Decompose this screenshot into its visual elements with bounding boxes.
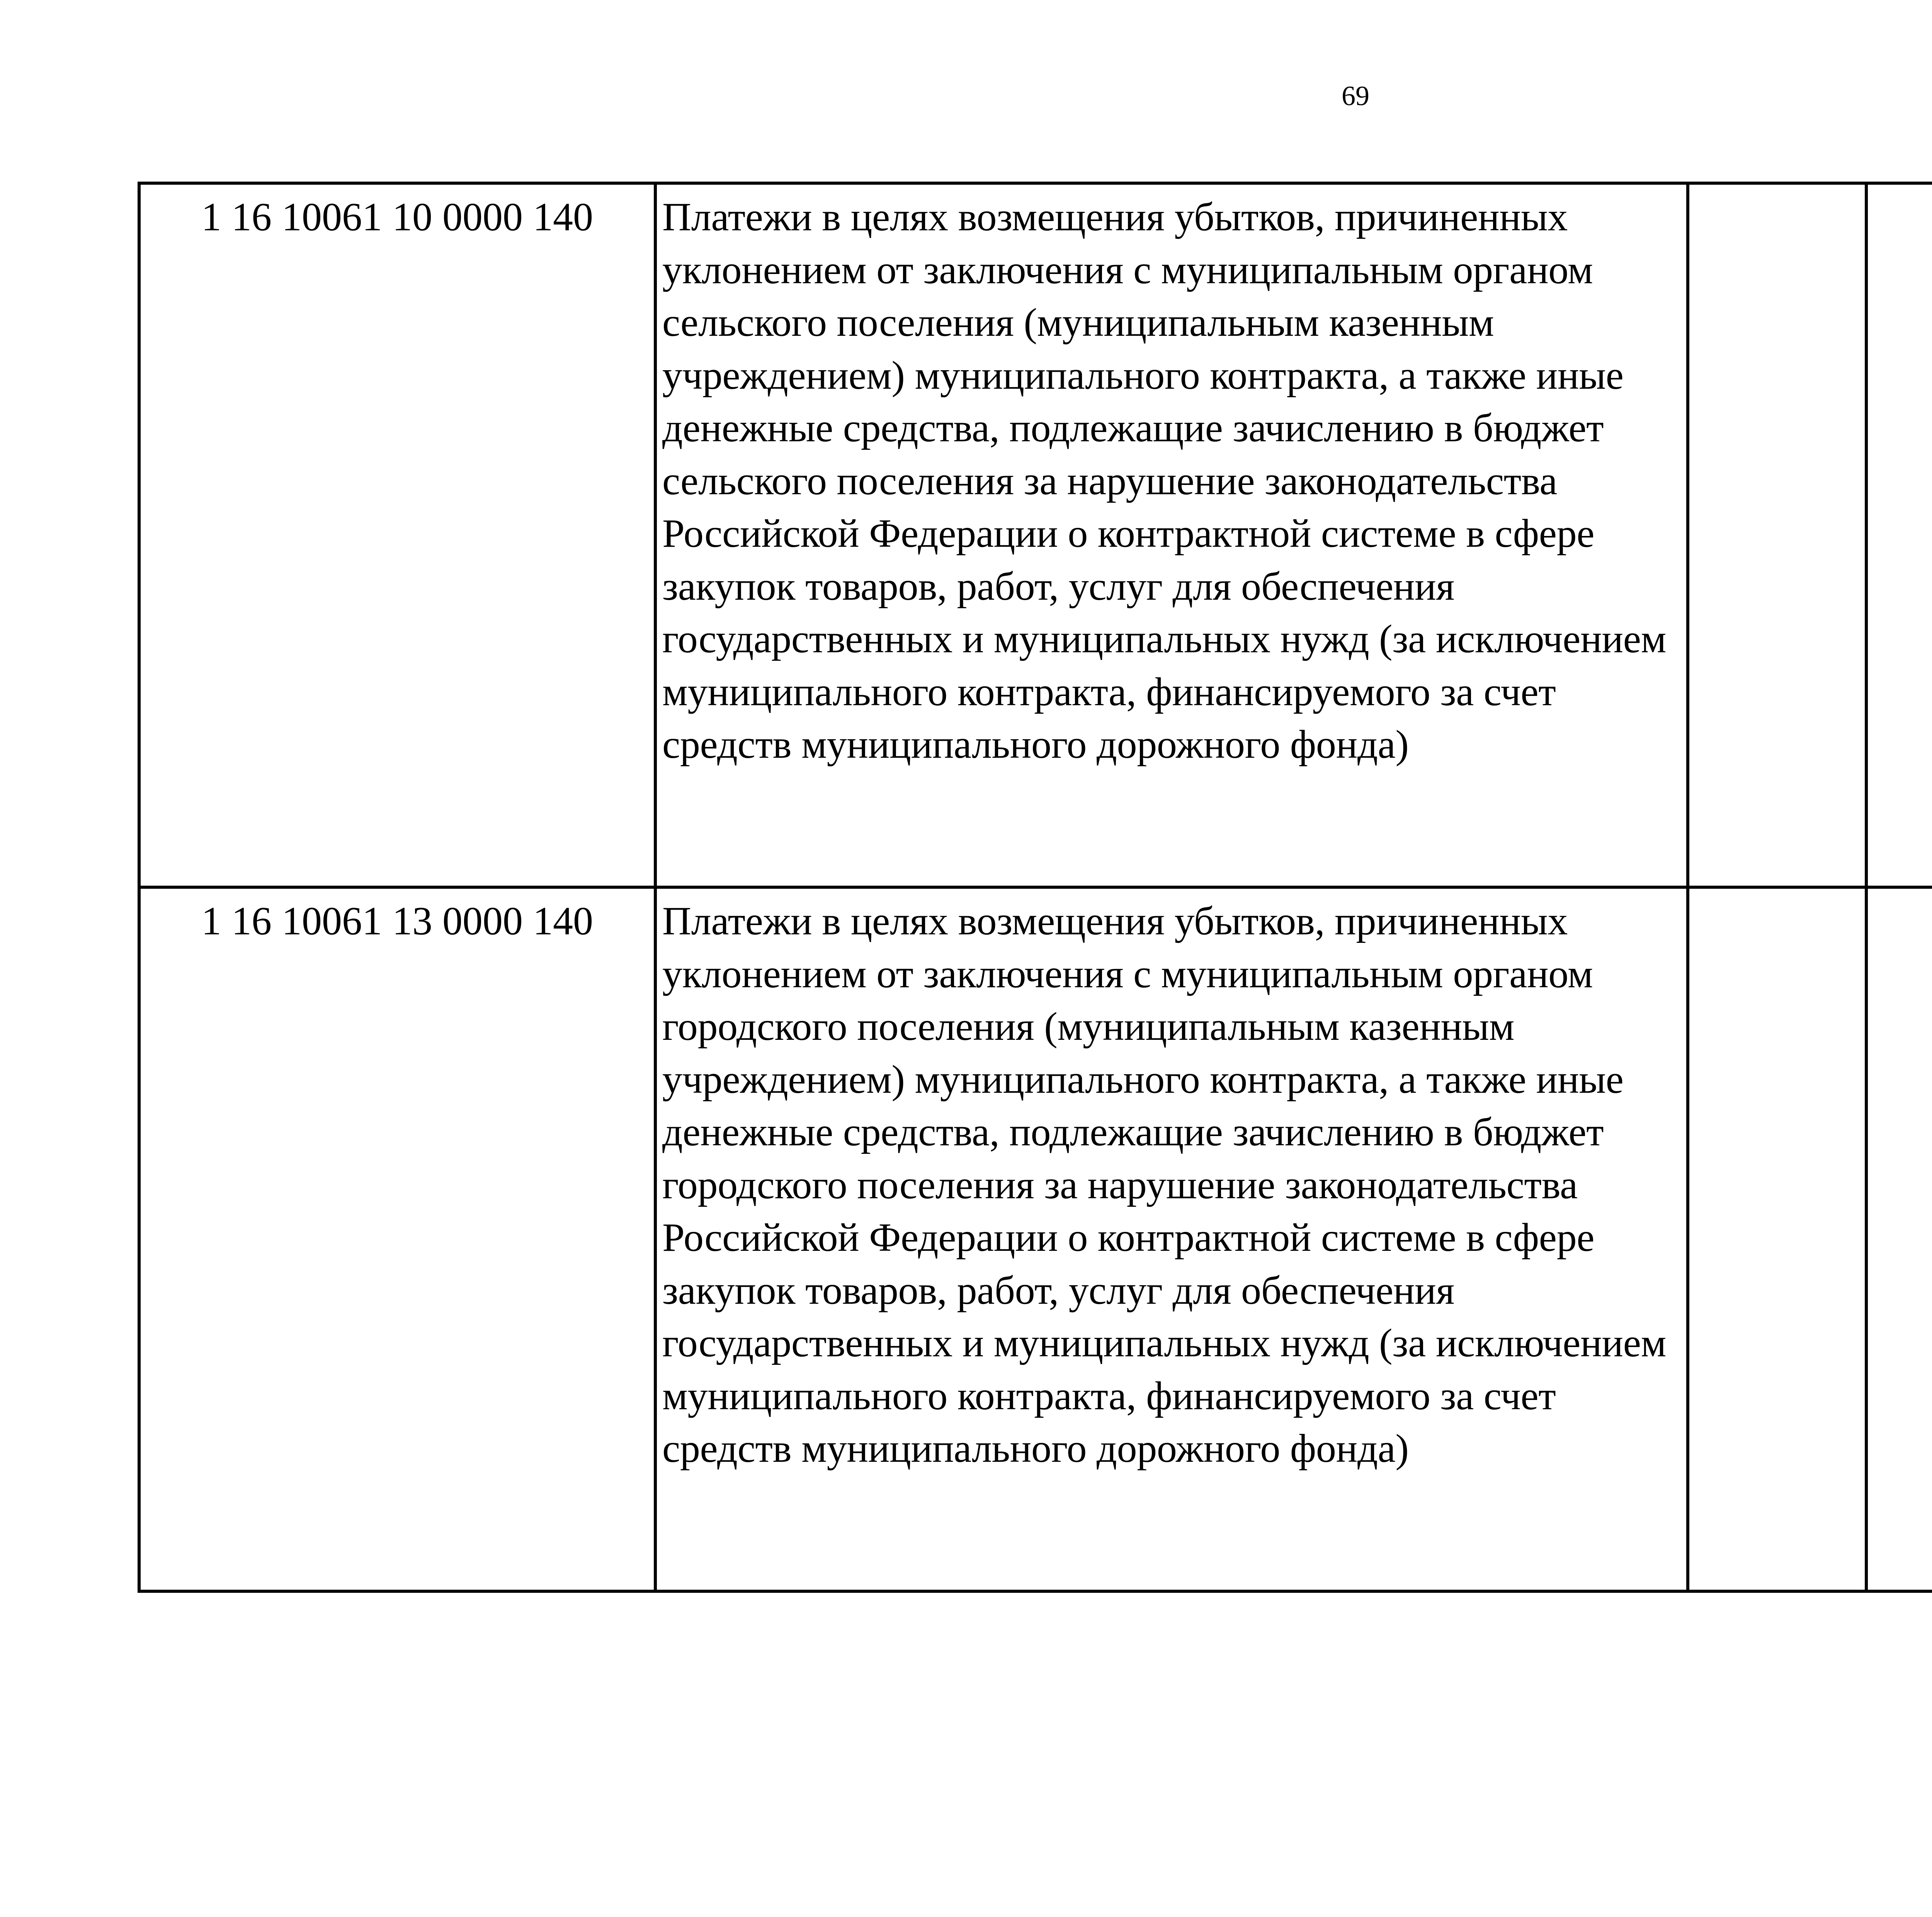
value-cell-4	[1866, 183, 1932, 887]
table-row	[139, 887, 1932, 1591]
description-cell: Платежи в целях возмещения убытков, причиненных уклонением от заключения с муниципальным органом сельского поселения (муниципальным казенным учреждением) муниципального контракта, а также иные денежные средства, подлежащие зачислению в бюджет сельского поселения за нарушение законодательства Российской Федерации о контрактной системе в сфере закупок товаров, работ, услуг для обеспечения государственных и муниципальных нужд (за исключением муниципального контракта, финансируемого за счет средств муниципального дорожного фонда)	[655, 183, 1688, 887]
table-row	[139, 183, 1932, 887]
value-cell-4	[1866, 887, 1932, 1591]
budget-code-cell: 1 16 10061 10 0000 140	[139, 183, 655, 887]
value-cell-3	[1688, 183, 1866, 887]
budget-classification-table	[138, 182, 1932, 1593]
budget-code-cell: 1 16 10061 13 0000 140	[139, 887, 655, 1591]
value-cell-3	[1688, 887, 1866, 1591]
page-number: 69	[1342, 80, 1369, 111]
description-cell: Платежи в целях возмещения убытков, причиненных уклонением от заключения с муниципальным органом городского поселения (муниципальным казенным учреждением) муниципального контракта, а также иные денежные средства, подлежащие зачислению в бюджет городского поселения за нарушение законодательства Российской Федерации о контрактной системе в сфере закупок товаров, работ, услуг для обеспечения государственных и муниципальных нужд (за исключением муниципального контракта, финансируемого за счет средств муниципального дорожного фонда)	[655, 887, 1688, 1591]
